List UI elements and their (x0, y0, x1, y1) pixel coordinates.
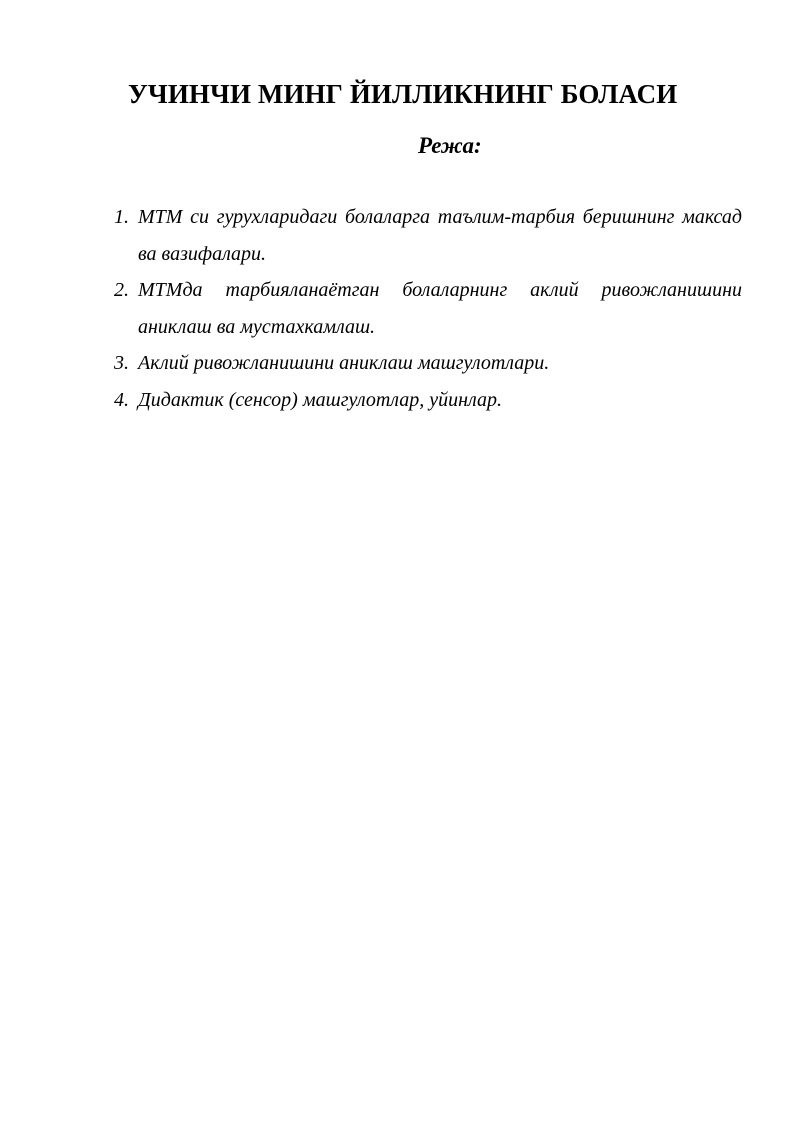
plan-item-number: 3. (114, 352, 129, 374)
plan-item-text: МТМ си гурухларидаги болаларга таълим-тарбия беришнинг максад ва вазифалари. (138, 206, 742, 265)
plan-item-text: Аклий ривожланишини аниклаш машгулотлари. (138, 352, 550, 374)
plan-list (110, 199, 742, 418)
plan-item-1 (110, 199, 742, 272)
plan-item-4 (110, 382, 742, 419)
plan-item-2 (110, 272, 742, 345)
plan-item-number: 4. (114, 388, 129, 411)
plan-item-text: Дидактик (сенсор) машгулотлар, уйинлар. (138, 388, 502, 411)
plan-item-number: 1. (114, 206, 129, 228)
plan-item-3 (110, 345, 742, 382)
plan-heading: Режа: (418, 133, 482, 158)
page-title: УЧИНЧИ МИНГ ЙИЛЛИКНИНГ БОЛАСИ (128, 79, 678, 109)
plan-item-text: МТМда тарбияланаётган болаларнинг аклий ривожланишини аниклаш ва мустахкамлаш. (138, 279, 742, 338)
plan-item-number: 2. (114, 279, 129, 301)
